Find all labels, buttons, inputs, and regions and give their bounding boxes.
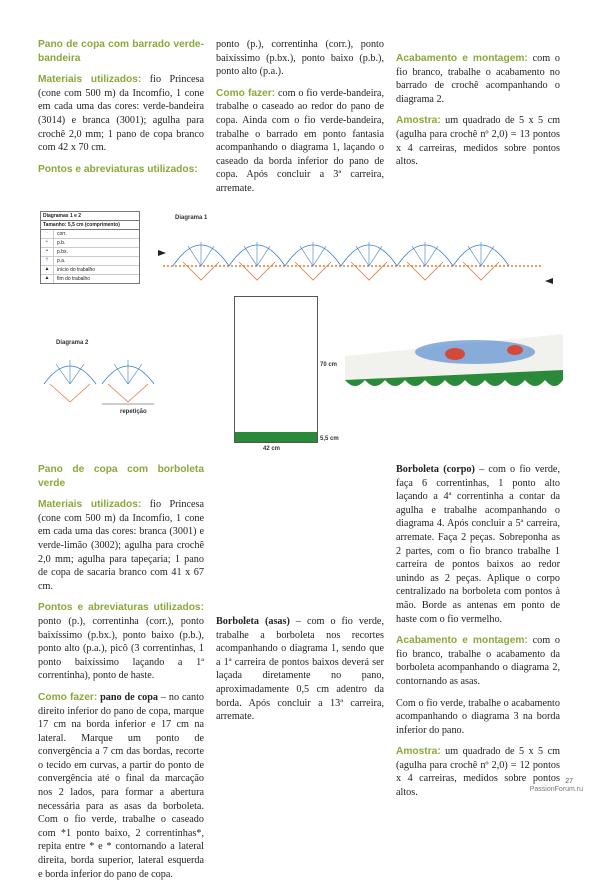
section2-howto-text: – no canto direito inferior do pano de copa, marque 17 cm na borda inferior e 17 cm na lateral. Marque um ponto de convergência a 7 cm das bordas, recorte o tecido em curvas, a partir do ponto de convergência até o final da marcação nos 2 lados, para formar a abertura necessária para as asas da borboleta. Com o fio verde, trabalhe o caseado com *1 ponto baixo, 2 correntinhas*, repita entre * e * contornando a lateral direita, borda superior, lateral esquerda e borda inferior do pano de copa. bbox=[38, 691, 204, 880]
legend-row bbox=[41, 266, 139, 275]
towel-panel bbox=[234, 296, 318, 443]
legend-row bbox=[41, 275, 139, 283]
section2-materials bbox=[38, 498, 204, 593]
chain-fans bbox=[183, 262, 499, 280]
section2-howto-bold: pano de copa bbox=[100, 691, 158, 703]
section1-finish-label: Acabamento e montagem: bbox=[396, 53, 528, 64]
section1-sample-label: Amostra: bbox=[396, 115, 441, 127]
diagram1-chart bbox=[158, 222, 558, 288]
legend-row bbox=[41, 230, 139, 239]
section2-finish-label: Acabamento e montagem: bbox=[396, 635, 528, 647]
panel-height-label: 70 cm bbox=[320, 362, 338, 368]
panel-width-label: 42 cm bbox=[263, 446, 281, 452]
section2-points-label: Pontos e abreviaturas utilizados: bbox=[38, 602, 204, 614]
legend-size: Tamanho: 5,5 cm (comprimento) bbox=[41, 221, 139, 230]
legend-item: corr. bbox=[57, 231, 67, 237]
chain-fan bbox=[108, 384, 148, 402]
section2-finish-text: com o fio branco, trabalhe o acabamento da borboleta acompanhando o diagrama 2, contornando as asas. bbox=[396, 635, 561, 687]
section2-finish-2: Com o fio verde, trabalhe o acabamento acompanhando o diagrama 3 na borda inferior do pano. bbox=[396, 697, 560, 736]
end-arrow-icon bbox=[545, 278, 553, 284]
panel-hem-label: 5,5 cm bbox=[320, 436, 339, 442]
start-arrow-icon bbox=[158, 250, 166, 256]
end-arrow-icon: ▲ bbox=[41, 275, 54, 283]
embroidery bbox=[445, 348, 465, 360]
section2-wings-text: – com o fio verde, trabalhe a borboleta nos recortes acompanhando o diagrama 1, sendo que a 1ª carreira de pontos baixos deverá ser laçada diretamente no pano, aproximadamente 0,5 cm adentro da borda. Após concluir a 13ª carreira, arremate. bbox=[216, 616, 384, 723]
section2-column-2 bbox=[216, 615, 384, 732]
legend-item: p.bx. bbox=[57, 249, 68, 255]
diagram1-title: Diagrama 1 bbox=[175, 215, 208, 221]
section2-sample-text: um quadrado de 5 x 5 cm (agulha para crochê nº 2,0) = 12 pontos x 4 carreiras, medidos sobre pontos altos. bbox=[396, 746, 561, 799]
slip-stitch-symbol-icon: • bbox=[41, 248, 54, 256]
section2-materials-label: Materiais utilizados: bbox=[38, 499, 142, 511]
chain-fan bbox=[50, 384, 90, 402]
section2-materials-text: fio Princesa (cone com 500 m) da Incomfio, 1 cone em cada uma das cores: branca (3001) e verde-limão (3002); agulha para crochê 2,0 mm; agulha para tapeçaria; 1 pano de copa de sacaria branco com 41 x 67 cm. bbox=[38, 499, 204, 592]
section2-title: Pano de copa com borboleta verde bbox=[38, 464, 204, 489]
section2-points-text: ponto (p.), correntinha (corr.), ponto baixíssimo (p.bx.), ponto baixo (p.b.), ponto alto (p.a.), picô (3 correntinhas, 1 ponto baixíssimo laçando a 1ª correntinha), ponto de haste. bbox=[38, 615, 204, 682]
section1-sample bbox=[396, 114, 560, 168]
stitch-rays bbox=[56, 360, 142, 384]
legend-row bbox=[41, 239, 139, 248]
single-crochet-symbol-icon: + bbox=[41, 239, 54, 247]
section1-materials bbox=[38, 73, 204, 155]
legend-row bbox=[41, 248, 139, 257]
legend-row bbox=[41, 257, 139, 266]
site-watermark: PassionForum.ru bbox=[529, 786, 583, 793]
section2-wings bbox=[216, 615, 384, 724]
section1-materials-label: Materiais utilizados: bbox=[38, 74, 142, 86]
section1-howto bbox=[216, 87, 384, 196]
section2-body-title: Borboleta (corpo) bbox=[396, 464, 475, 475]
section2-sample-label: Amostra: bbox=[396, 746, 441, 758]
section2-howto-label: Como fazer: bbox=[38, 691, 98, 703]
section2-points bbox=[38, 601, 204, 683]
chain-symbol-icon: ◦ bbox=[41, 230, 54, 238]
section2-wings-title: Borboleta (asas) bbox=[216, 616, 290, 627]
section2-column-3 bbox=[396, 463, 560, 808]
section1-points-text: ponto (p.), correntinha (corr.), ponto baixíssimo (p.bx.), ponto baixo (p.b.), ponto alto (p.a.). bbox=[216, 39, 384, 78]
legend-item: fim do trabalho bbox=[57, 276, 91, 282]
legend-item: início do trabalho bbox=[57, 267, 96, 273]
scallop-group bbox=[173, 245, 509, 266]
stitch-rays bbox=[188, 242, 494, 266]
section1-finish bbox=[396, 52, 560, 106]
section1-column-3 bbox=[396, 52, 560, 177]
section2-finish bbox=[396, 634, 560, 688]
towel-hem bbox=[235, 432, 317, 442]
legend-title: Diagramas 1 e 2 bbox=[41, 212, 139, 221]
section2-column-1 bbox=[38, 463, 204, 889]
section1-points-label: Pontos e abreviaturas utilizados: bbox=[38, 163, 198, 175]
double-crochet-symbol-icon: † bbox=[41, 257, 54, 265]
section1-column-1 bbox=[38, 38, 204, 184]
dish-towel-photo bbox=[345, 330, 563, 402]
diagram2-title: Diagrama 2 bbox=[56, 340, 89, 346]
start-arrow-icon: ▲ bbox=[41, 266, 54, 274]
embroidery bbox=[507, 345, 523, 355]
section1-howto-text: com o fio verde-bandeira, trabalhe o caseado ao redor do pano de copa. Ainda com o fio verde-bandeira, trabalhe o barrado em ponto fantasia acompanhando o diagrama 1, laçando o caseado da borda inferior do pano de copa. Após concluir a 3ª carreira, arremate. bbox=[216, 87, 384, 194]
section1-howto-label: Como fazer: bbox=[216, 87, 276, 99]
diagram2-repeat-label: repetição bbox=[120, 409, 147, 415]
section2-howto bbox=[38, 691, 204, 881]
section2-body-text: – com o fio verde, faça 6 correntinhas, 1 ponto alto laçando a 4ª correntinha a contar da agulha e trabalhe acompanhando o diagrama 4. Após concluir a 5ª carreira, arremate. Faça 2 peças. Sobreponha as 2 partes, com o fio branco trabalhe 1 carreira de pontos baixos ao redor unindo as 2 peças. Aplique o corpo centralizado na borboleta com pontos à mão. Borde as antenas em ponto de haste com o fio vermelho. bbox=[396, 464, 560, 625]
section1-title: Pano de copa com barrado verde-bandeira bbox=[38, 39, 204, 64]
legend-item: p.a. bbox=[57, 258, 66, 264]
section1-sample-text: um quadrado de 5 x 5 cm (agulha para crochê nº 2,0) = 13 pontos x 4 carreiras, medidos sobre pontos altos. bbox=[396, 115, 561, 168]
section2-body bbox=[396, 463, 560, 626]
section1-column-2 bbox=[216, 38, 384, 204]
legend-item: p.b. bbox=[57, 240, 66, 246]
section1-finish-text: com o fio branco, trabalhe o acabamento no barrado de crochê acompanhando o diagrama 2. bbox=[396, 53, 561, 105]
diagram-legend bbox=[40, 211, 140, 284]
diagram2-chart bbox=[40, 346, 166, 408]
page-number: 27 bbox=[565, 778, 573, 785]
section1-materials-text: fio Princesa (cone com 500 m) da Incomfio, 1 cone em cada uma das cores: verde-bandeira (3014) e branca (3001); agulha para crochê 2,0 mm; 1 pano de copa branco com 42 x 70 cm. bbox=[38, 74, 204, 154]
